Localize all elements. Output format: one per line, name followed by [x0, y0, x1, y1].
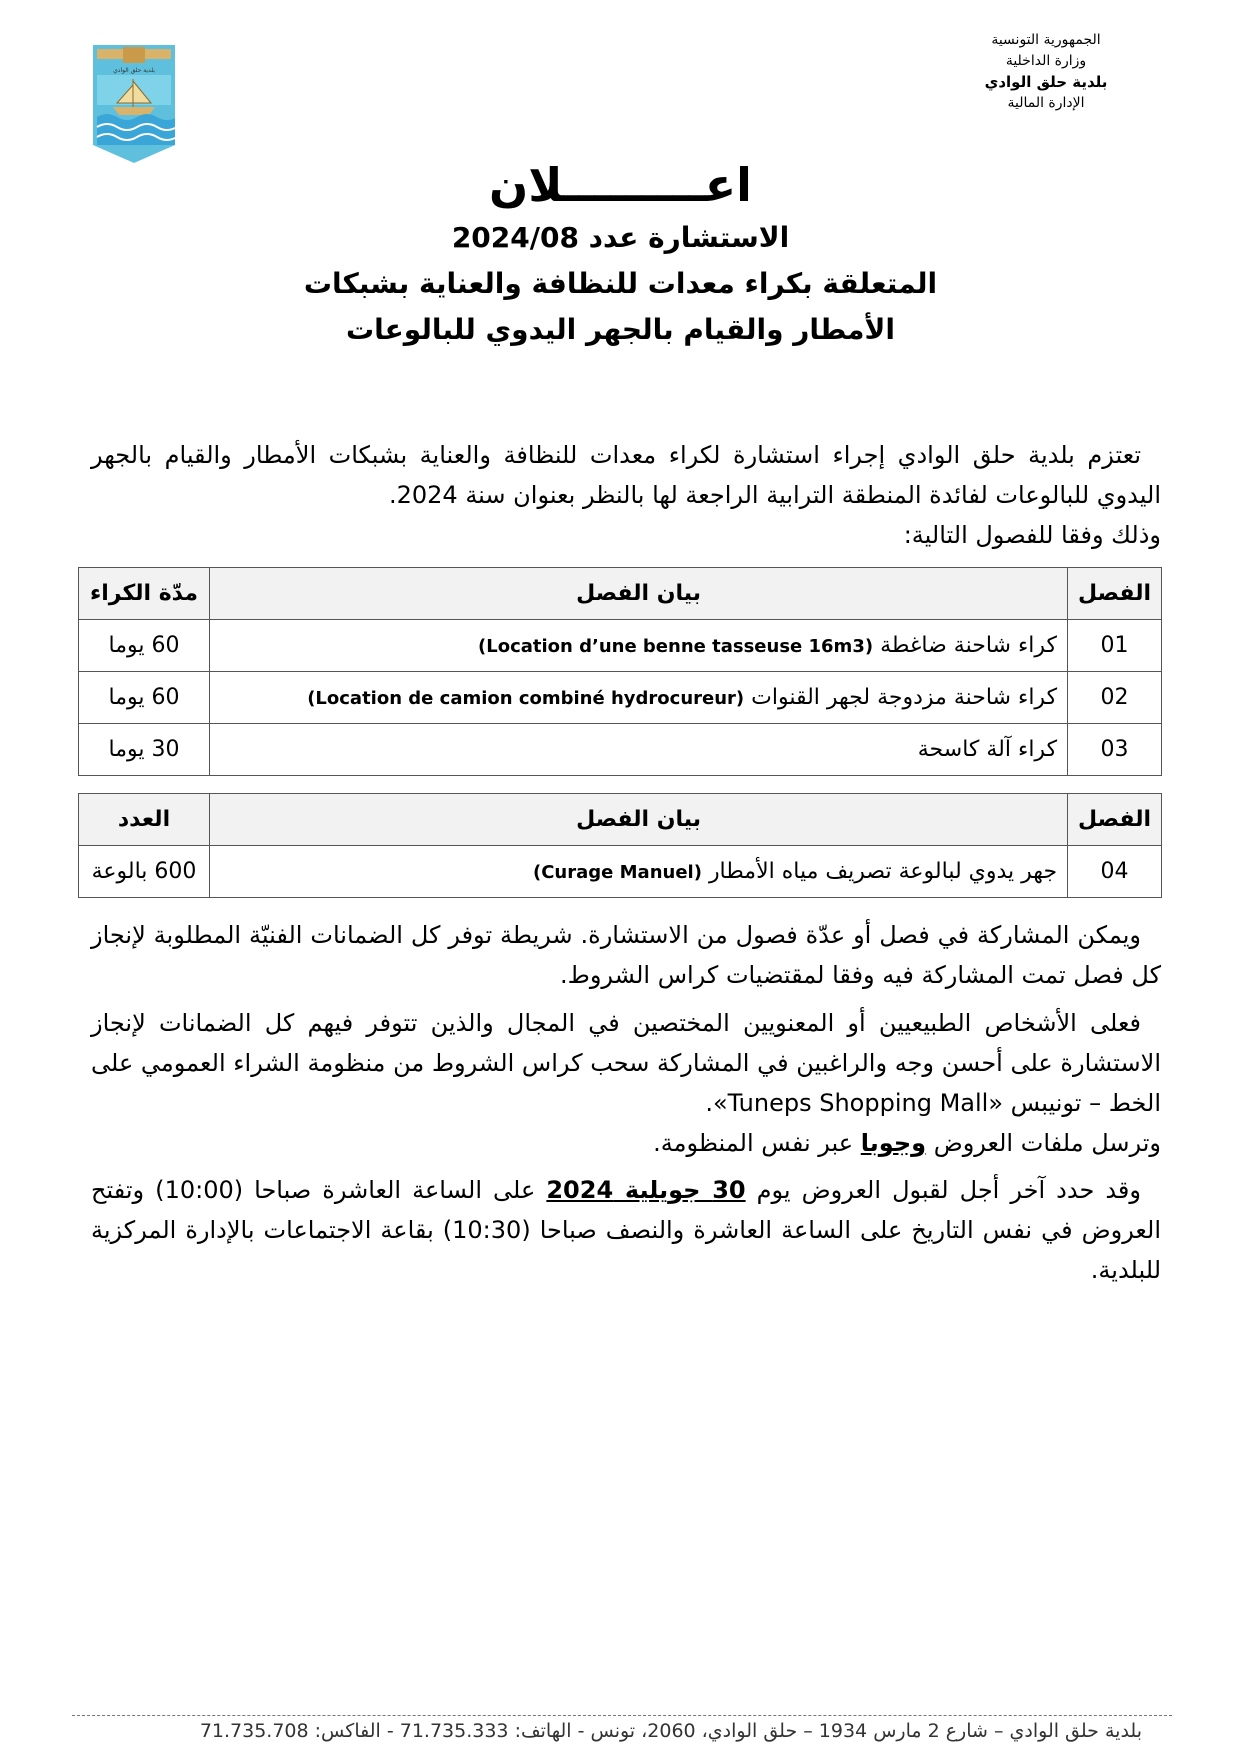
row-desc-fr: (Location de camion combiné hydrocureur) [307, 688, 745, 709]
submission-text-b: عبر نفس المنظومة. [653, 1129, 854, 1157]
header-duration: مدّة الكراء [79, 568, 210, 620]
row-num: 03 [1068, 724, 1162, 776]
announcement-title: اعـــــــــلان [489, 158, 752, 212]
row-duration: 60 يوما [79, 672, 210, 724]
row-num: 04 [1068, 846, 1162, 898]
eligibility-text: فعلى الأشخاص الطبيعيين أو المعنويين المختصين في المجال والذين تتوفر فيهم كل الضمانات لإنجاز الاستشارة على أحسن وجه والراغبين في المشاركة سحب كراس الشروط من منظومة الشراء العمومي على الخط – تونيبس «Tuneps Shopping Mall». [91, 1009, 1161, 1117]
header-count: العدد [79, 794, 210, 846]
logo-caption: بلدية حلق الوادي [113, 67, 155, 74]
title-block [0, 155, 1241, 353]
header-desc: بيان الفصل [210, 794, 1068, 846]
row-desc-ar: كراء شاحنة ضاغطة [880, 633, 1058, 658]
deadline-text-a: وقد حدد آخر أجل لقبول العروض يوم [756, 1176, 1141, 1204]
table-row [79, 846, 1162, 898]
table-row [79, 672, 1162, 724]
row-num: 01 [1068, 620, 1162, 672]
submission-text-a: وترسل ملفات العروض [933, 1129, 1161, 1157]
curage-table [78, 793, 1162, 898]
table-row [79, 724, 1162, 776]
row-desc [210, 620, 1068, 672]
table-header-row [79, 794, 1162, 846]
header-country: الجمهورية التونسية [991, 32, 1101, 48]
footer-divider [72, 1715, 1172, 1716]
header-num: الفصل [1068, 794, 1162, 846]
consultation-number: الاستشارة عدد 2024/08 [451, 221, 790, 254]
subject-line-1: المتعلقة بكراء معدات للنظافة والعناية بشبكات [303, 267, 938, 300]
row-desc-fr: (Location d’une benne tasseuse 16m3) [478, 636, 874, 657]
row-desc-fr: (Curage Manuel) [533, 862, 702, 883]
table-row [79, 620, 1162, 672]
header-block [946, 30, 1146, 114]
deadline-date: 30 جويلية 2024 [546, 1176, 746, 1204]
header-ministry: وزارة الداخلية [1005, 53, 1087, 69]
subject-line-2: الأمطار والقيام بالجهر اليدوي للبالوعات [346, 313, 895, 346]
row-desc-ar: كراء شاحنة مزدوجة لجهر القنوات [751, 685, 1058, 710]
header-desc: بيان الفصل [210, 568, 1068, 620]
participation-paragraph: ويمكن المشاركة في فصل أو عدّة فصول من الاستشارة. شريطة توفر كل الضمانات الفنيّة المطلوبة لإنجاز كل فصل تمت المشاركة فيه وفقا لمقتضيات كراس الشروط. [91, 921, 1161, 989]
row-desc [210, 672, 1068, 724]
header-department: الإدارة المالية [1007, 95, 1085, 111]
row-desc-ar: كراء آلة كاسحة [917, 737, 1058, 762]
row-desc-ar: جهر يدوي لبالوعة تصريف مياه الأمطار [708, 859, 1058, 884]
deadline-paragraph [91, 1170, 1161, 1290]
row-desc [210, 846, 1068, 898]
rental-table [78, 567, 1162, 776]
row-count: 600 بالوعة [79, 846, 210, 898]
row-duration: 60 يوما [79, 620, 210, 672]
intro-paragraph [91, 435, 1161, 555]
row-duration: 30 يوما [79, 724, 210, 776]
row-desc [210, 724, 1068, 776]
intro-continuation: وذلك وفقا للفصول التالية: [903, 521, 1161, 549]
table-header-row [79, 568, 1162, 620]
header-municipality: بلدية حلق الوادي [984, 73, 1108, 91]
deadline-text-b: على الساعة العاشرة صباحا (10:00) وتفتح العروض في نفس التاريخ على الساعة العاشرة والنصف صباحا (10:30) بقاعة الاجتماعات بالإدارة المركزية للبلدية. [91, 1176, 1161, 1284]
eligibility-paragraph [91, 1003, 1161, 1163]
header-num: الفصل [1068, 568, 1162, 620]
footer-address: بلدية حلق الوادي – شارع 2 مارس 1934 – حلق الوادي، 2060، تونس - الهاتف: 71.735.333 - الفاكس: 71.735.708 [199, 1720, 1142, 1742]
row-num: 02 [1068, 672, 1162, 724]
intro-text: تعتزم بلدية حلق الوادي إجراء استشارة لكراء معدات للنظافة والعناية بشبكات الأمطار والقيام بالجهر اليدوي للبالوعات لفائدة المنطقة الترابية الراجعة لها بالنظر بعنوان سنة 2024. [91, 441, 1161, 509]
municipality-logo [93, 45, 175, 165]
mandatory-word: وجوبا [860, 1129, 927, 1157]
